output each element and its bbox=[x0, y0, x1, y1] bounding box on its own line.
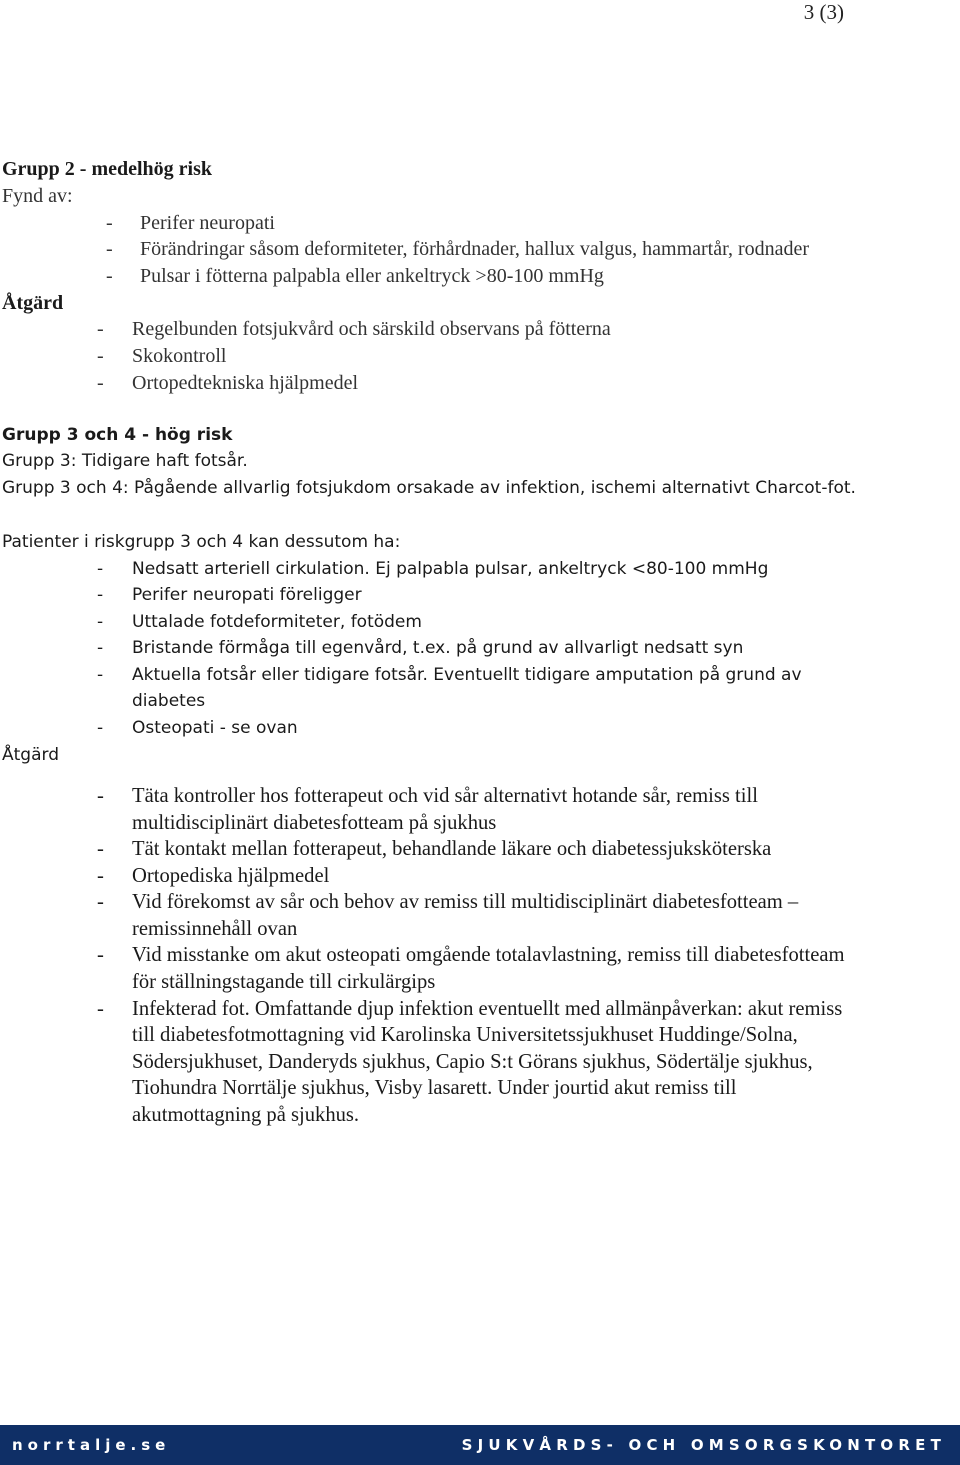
list-item: Perifer neuropati föreligger bbox=[132, 585, 362, 605]
list-item: Ortopediska hjälpmedel bbox=[132, 865, 330, 887]
list-item: - bbox=[97, 612, 104, 632]
list-item: Perifer neuropati bbox=[140, 212, 275, 234]
group34-line1: Grupp 3: Tidigare haft fotsår. bbox=[2, 451, 248, 471]
list-item: - bbox=[106, 212, 113, 234]
group34-action-label: Åtgärd bbox=[2, 745, 59, 765]
list-item: Täta kontroller hos fotterapeut och vid sår alternativt hotande sår, remiss till bbox=[132, 785, 758, 807]
list-item: Tät kontakt mellan fotterapeut, behandlande läkare och diabetessjuksköterska bbox=[132, 838, 772, 860]
list-item: - bbox=[97, 638, 104, 658]
footer-website: norrtalje.se bbox=[12, 1436, 171, 1454]
list-item: - bbox=[97, 559, 104, 579]
list-item: - bbox=[97, 944, 104, 966]
list-item: - bbox=[97, 785, 104, 807]
list-item: Aktuella fotsår eller tidigare fotsår. Eventuellt tidigare amputation på grund av bbox=[132, 665, 802, 685]
list-item: Vid förekomst av sår och behov av remiss till multidisciplinärt diabetesfotteam – bbox=[132, 891, 799, 913]
page-number: 3 (3) bbox=[803, 0, 844, 24]
list-item: Förändringar såsom deformiteter, förhårdnader, hallux valgus, hammartår, rodnader bbox=[140, 238, 810, 260]
list-item: - bbox=[97, 838, 104, 860]
list-item: - bbox=[97, 318, 104, 340]
list-item: Infekterad fot. Omfattande djup infektion eventuellt med allmänpåverkan: akut remiss bbox=[132, 998, 843, 1020]
list-item: - bbox=[97, 891, 104, 913]
footer-office: SJUKVÅRDS- OCH OMSORGSKONTORET bbox=[461, 1436, 946, 1454]
list-item: Ortopedtekniska hjälpmedel bbox=[132, 372, 359, 394]
list-item: - bbox=[97, 372, 104, 394]
list-item-continuation: multidisciplinärt diabetesfotteam på sjukhus bbox=[132, 812, 497, 834]
list-item: - bbox=[97, 998, 104, 1020]
list-item: - bbox=[97, 718, 104, 738]
list-item: - bbox=[97, 665, 104, 685]
list-item: Bristande förmåga till egenvård, t.ex. på grund av allvarligt nedsatt syn bbox=[132, 638, 744, 658]
list-item: - bbox=[97, 865, 104, 887]
list-item: Regelbunden fotsjukvård och särskild observans på fötterna bbox=[132, 318, 611, 340]
list-item-continuation: diabetes bbox=[132, 691, 206, 711]
list-item-continuation: till diabetesfotmottagning vid Karolinska Universitetssjukhuset Huddinge/Solna, bbox=[132, 1024, 798, 1046]
footer-bar bbox=[0, 1425, 960, 1465]
list-item: - bbox=[106, 265, 113, 287]
patients-intro: Patienter i riskgrupp 3 och 4 kan dessutom ha: bbox=[2, 532, 401, 552]
list-item: - bbox=[106, 238, 113, 260]
list-item: Vid misstanke om akut osteopati omgående totalavlastning, remiss till diabetesfotteam bbox=[132, 944, 845, 966]
group2-title: Grupp 2 - medelhög risk bbox=[2, 158, 213, 180]
list-item-continuation: remissinnehåll ovan bbox=[132, 918, 298, 940]
list-item: - bbox=[97, 345, 104, 367]
group2-action-label: Åtgärd bbox=[2, 292, 64, 314]
list-item: Uttalade fotdeformiteter, fotödem bbox=[132, 612, 422, 632]
list-item: Pulsar i fötterna palpabla eller ankeltryck >80-100 mmHg bbox=[140, 265, 604, 287]
group34-title: Grupp 3 och 4 - hög risk bbox=[2, 425, 233, 445]
list-item-continuation: akutmottagning på sjukhus. bbox=[132, 1104, 360, 1126]
list-item-continuation: för ställningstagande till cirkulärgips bbox=[132, 971, 436, 993]
list-item: Osteopati - se ovan bbox=[132, 718, 298, 738]
list-item: Skokontroll bbox=[132, 345, 227, 367]
list-item: Nedsatt arteriell cirkulation. Ej palpabla pulsar, ankeltryck <80-100 mmHg bbox=[132, 559, 769, 579]
list-item: - bbox=[97, 585, 104, 605]
group34-line2: Grupp 3 och 4: Pågående allvarlig fotsjukdom orsakade av infektion, ischemi alternativt Charcot-fot. bbox=[2, 478, 856, 498]
list-item-continuation: Tiohundra Norrtälje sjukhus, Visby lasarett. Under jourtid akut remiss till bbox=[132, 1077, 737, 1099]
list-item-continuation: Södersjukhuset, Danderyds sjukhus, Capio S:t Görans sjukhus, Södertälje sjukhus, bbox=[132, 1051, 813, 1073]
group2-findings-label: Fynd av: bbox=[2, 185, 73, 207]
